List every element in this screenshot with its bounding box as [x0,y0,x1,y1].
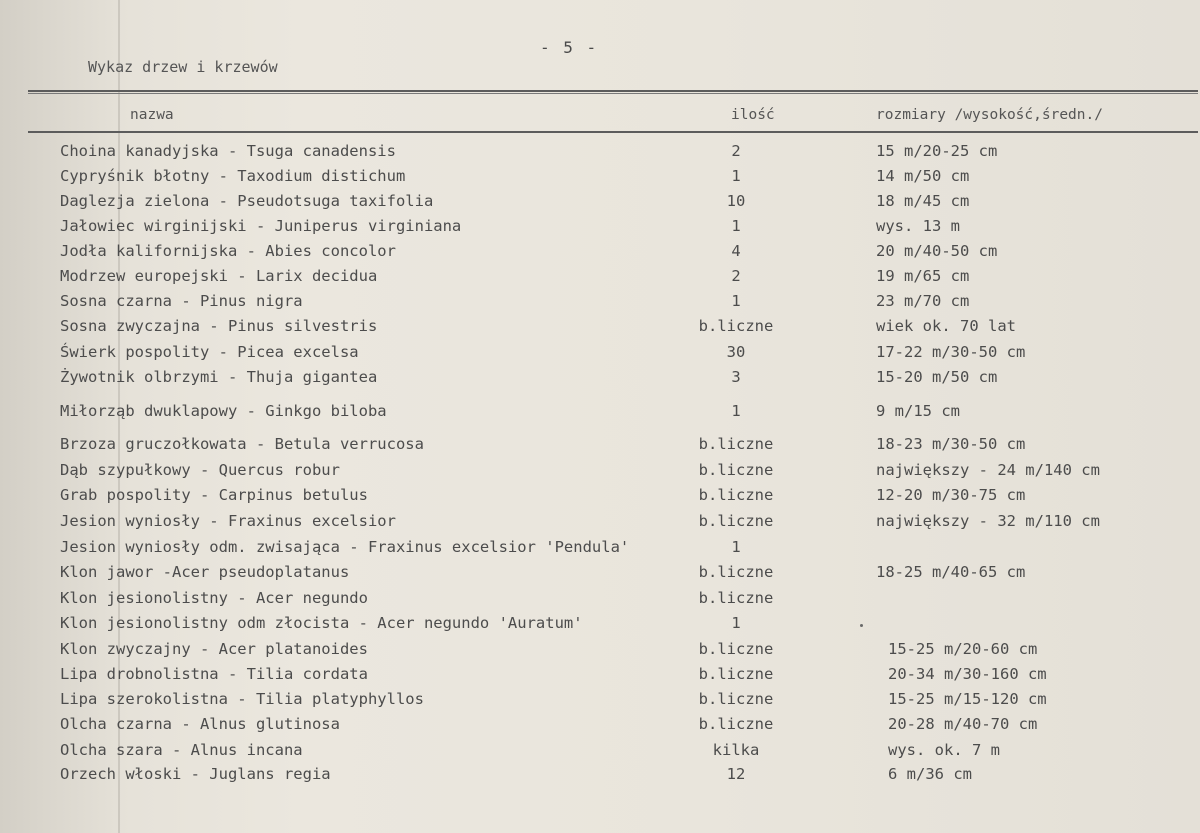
species-name: Olcha czarna - Alnus glutinosa [60,715,340,733]
species-quantity: b.liczne [698,640,774,658]
table-row [0,368,1200,390]
species-size: największy - 24 m/140 cm [876,461,1100,479]
species-size: 15 m/20-25 cm [876,142,998,160]
column-header-size: rozmiary /wysokość,średn./ [876,107,1103,123]
species-size: 15-25 m/20-60 cm [888,640,1038,658]
table-row [0,665,1200,687]
species-name: Jesion wyniosły odm. zwisająca - Fraxinus excelsior 'Pendula' [60,538,630,556]
species-size: 15-20 m/50 cm [876,368,998,386]
species-quantity: 2 [731,142,741,160]
species-size: 23 m/70 cm [876,292,970,310]
table-row [0,690,1200,712]
table-row [0,486,1200,508]
species-quantity: 1 [731,538,741,556]
species-quantity: 4 [731,242,741,260]
species-quantity: 1 [731,402,741,420]
species-quantity: 3 [731,368,741,386]
species-name: Modrzew europejski - Larix decidua [60,267,378,285]
species-size: 20 m/40-50 cm [876,242,998,260]
table-row [0,563,1200,585]
species-quantity: 1 [731,217,741,235]
species-quantity: b.liczne [698,563,774,581]
species-name: Klon jawor -Acer pseudoplatanus [60,563,350,581]
species-size: największy - 32 m/110 cm [876,512,1100,530]
species-name: Miłorząb dwuklapowy - Ginkgo biloba [60,402,387,420]
species-name: Świerk pospolity - Picea excelsa [60,343,359,361]
species-size: 14 m/50 cm [876,167,970,185]
species-name: Sosna czarna - Pinus nigra [60,292,303,310]
page-number: - 5 - [540,38,599,57]
table-row [0,461,1200,483]
species-size: 18-25 m/40-65 cm [876,563,1026,581]
species-name: Klon jesionolistny - Acer negundo [60,589,368,607]
species-name: Jesion wyniosły - Fraxinus excelsior [60,512,396,530]
species-size: 12-20 m/30-75 cm [876,486,1026,504]
column-header-name: nazwa [130,107,174,123]
species-quantity: 10 [726,192,746,210]
table-row [0,715,1200,737]
species-size: 18-23 m/30-50 cm [876,435,1026,453]
species-size: 17-22 m/30-50 cm [876,343,1026,361]
species-quantity: b.liczne [698,435,774,453]
table-row [0,402,1200,424]
table-row [0,142,1200,164]
table-row [0,192,1200,214]
species-name: Jodła kalifornijska - Abies concolor [60,242,396,260]
table-row [0,167,1200,189]
table-row [0,435,1200,457]
species-name: Daglezja zielona - Pseudotsuga taxifolia [60,192,434,210]
column-header-quantity: ilość [731,107,775,123]
species-quantity: b.liczne [698,715,774,733]
species-quantity: 30 [726,343,746,361]
ink-dot-mark [860,624,863,627]
species-name: Cypryśnik błotny - Taxodium distichum [60,167,406,185]
table-row [0,242,1200,264]
species-size: 15-25 m/15-120 cm [888,690,1047,708]
species-quantity: b.liczne [698,486,774,504]
table-row [0,741,1200,763]
species-name: Klon jesionolistny odm złocista - Acer negundo 'Auratum' [60,614,583,632]
species-name: Brzoza gruczołkowata - Betula verrucosa [60,435,424,453]
table-row [0,292,1200,314]
species-quantity: 2 [731,267,741,285]
table-row [0,512,1200,534]
table-row [0,589,1200,611]
species-name: Orzech włoski - Juglans regia [60,765,331,783]
table-row [0,538,1200,560]
species-quantity: 12 [726,765,746,783]
table-row [0,765,1200,787]
species-quantity: b.liczne [698,317,774,335]
species-size: 6 m/36 cm [888,765,972,783]
species-quantity: b.liczne [698,665,774,683]
species-quantity: b.liczne [698,461,774,479]
species-quantity: 1 [731,167,741,185]
species-quantity: b.liczne [698,589,774,607]
table-row [0,640,1200,662]
species-quantity: b.liczne [698,690,774,708]
species-size: 18 m/45 cm [876,192,970,210]
species-name: Sosna zwyczajna - Pinus silvestris [60,317,378,335]
species-name: Żywotnik olbrzymi - Thuja gigantea [60,368,378,386]
species-size: 20-28 m/40-70 cm [888,715,1038,733]
table-row [0,267,1200,289]
species-name: Dąb szypułkowy - Quercus robur [60,461,340,479]
species-quantity: 1 [731,614,741,632]
table-row [0,614,1200,636]
table-row [0,217,1200,239]
document-title: Wykaz drzew i krzewów [88,58,278,76]
species-quantity: b.liczne [698,512,774,530]
species-name: Lipa szerokolistna - Tilia platyphyllos [60,690,424,708]
species-name: Olcha szara - Alnus incana [60,741,303,759]
species-size: wys. 13 m [876,217,960,235]
species-size: 19 m/65 cm [876,267,970,285]
species-name: Jałowiec wirginijski - Juniperus virginiana [60,217,462,235]
table-row [0,343,1200,365]
species-name: Klon zwyczajny - Acer platanoides [60,640,368,658]
table-row [0,317,1200,339]
species-name: Choina kanadyjska - Tsuga canadensis [60,142,396,160]
species-size: 20-34 m/30-160 cm [888,665,1047,683]
species-quantity: 1 [731,292,741,310]
species-name: Lipa drobnolistna - Tilia cordata [60,665,368,683]
species-size: 9 m/15 cm [876,402,960,420]
species-name: Grab pospolity - Carpinus betulus [60,486,368,504]
species-quantity: kilka [712,741,760,759]
species-size: wiek ok. 70 lat [876,317,1016,335]
species-size: wys. ok. 7 m [888,741,1000,759]
